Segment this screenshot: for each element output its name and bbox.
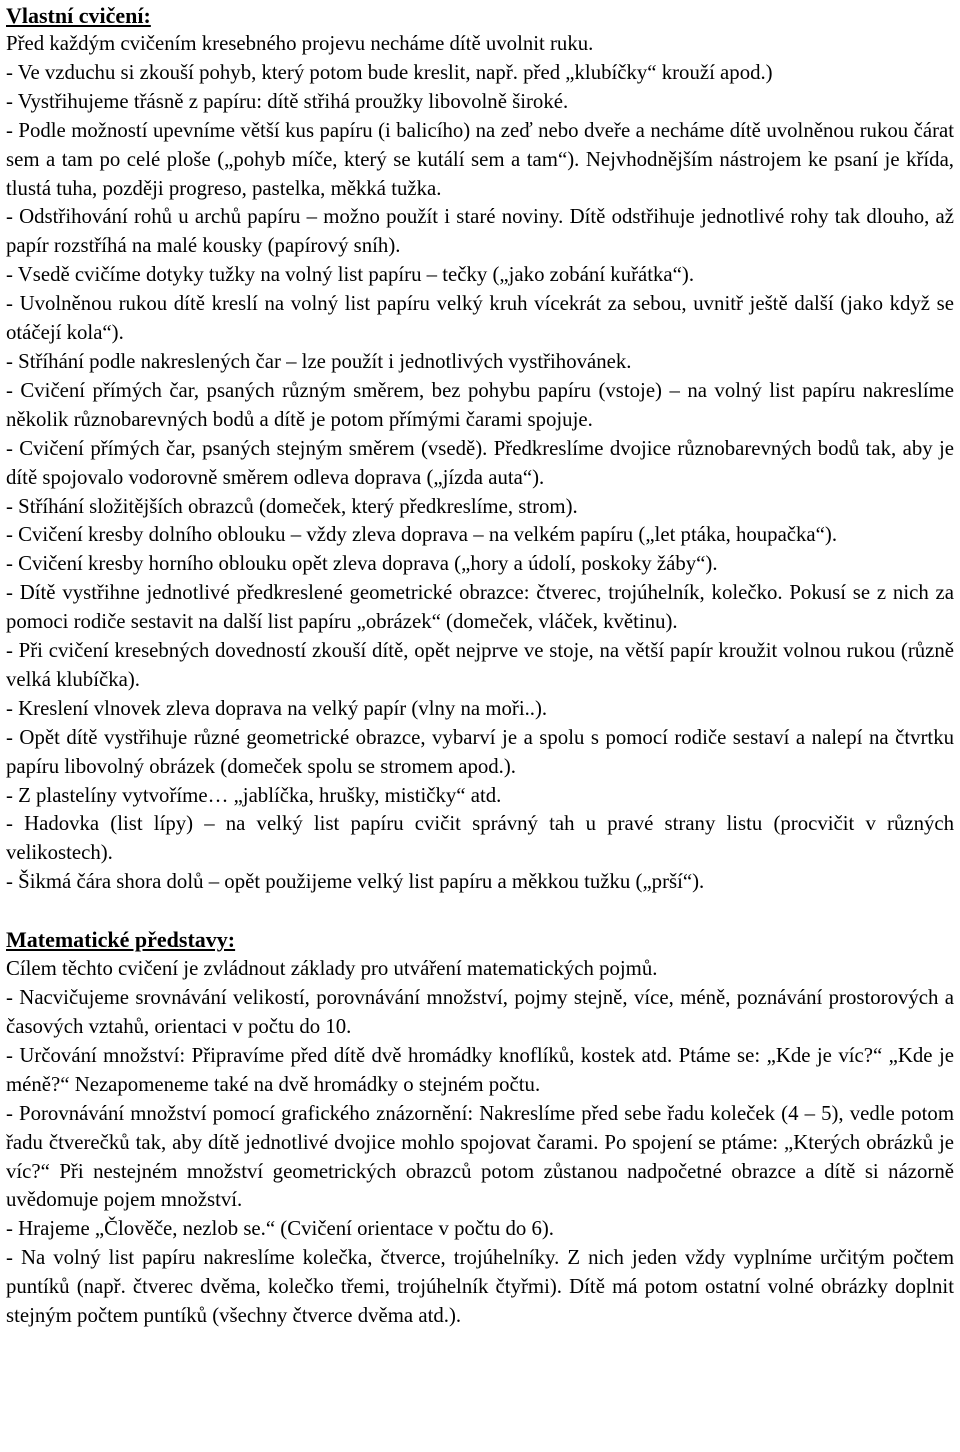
section-body-matematicke-predstavy [6, 955, 954, 1331]
section-heading-matematicke-predstavy: Matematické představy: [6, 927, 236, 953]
list-item: - Cvičení přímých čar, psaných stejným směrem (vsedě). Předkreslíme dvojice různobarevných bodů tak, aby je dítě spojovalo vodorovně směrem odleva doprava („jízda auta“). [6, 436, 954, 489]
list-item: - Určování množství: Připravíme před dítě dvě hromádky knoflíků, kostek atd. Ptáme se: „Kde je víc?“ „Kde je méně?“ Nezapomeneme také na dvě hromádky o stejném počtu. [6, 1043, 954, 1096]
list-item: - Hrajeme „Člověče, nezlob se.“ (Cvičení orientace v počtu do 6). [6, 1217, 554, 1241]
list-item: - Cvičení kresby dolního oblouku – vždy zleva doprava – na velkém papíru („let ptáka, houpačka“). [6, 523, 838, 547]
list-item: - Cvičení přímých čar, psaných různým směrem, bez pohybu papíru (vstoje) – na volný list papíru nakreslíme několik různobarevných bodů a dítě je potom přímými čarami spojuje. [6, 378, 954, 431]
intro-paragraph: Cílem těchto cvičení je zvládnout základy pro utváření matematických pojmů. [6, 957, 658, 981]
list-item: - Hadovka (list lípy) – na velký list papíru cvičit správný tah u pravé strany listu (procvičit v různých velikostech). [6, 812, 954, 865]
list-item: - Stříhání složitějších obrazců (domeček, který předkreslíme, strom). [6, 494, 578, 518]
list-item: - Odstřihování rohů u archů papíru – možno použít i staré noviny. Dítě odstřihuje jednotlivé rohy tak dlouho, až papír rozstříhá na malé kousky (papírový sníh). [6, 205, 954, 258]
list-item: - Na volný list papíru nakreslíme kolečka, čtverce, trojúhelníky. Z nich jeden vždy vyplníme určitým počtem puntíků (např. čtverec dvěma, kolečko třemi, trojúhelník čtyřmi). Dítě má potom ostatní volné obrázky doplnit stejným počtem puntíků (všechny čtverce dvěma atd.). [6, 1246, 954, 1328]
list-item: - Cvičení kresby horního oblouku opět zleva doprava („hory a údolí, poskoky žáby“). [6, 552, 718, 576]
list-item: - Vsedě cvičíme dotyky tužky na volný list papíru – tečky („jako zobání kuřátka“). [6, 263, 695, 287]
list-item: - Ve vzduchu si zkouší pohyb, který potom bude kreslit, např. před „klubíčky“ krouží apod.) [6, 60, 773, 84]
list-item: - Stříhání podle nakreslených čar – lze použít i jednotlivých vystřihovánek. [6, 349, 632, 373]
intro-paragraph: Před každým cvičením kresebného projevu necháme dítě uvolnit ruku. [6, 32, 594, 55]
list-item: - Podle možností upevníme větší kus papíru (i balicího) na zeď nebo dveře a necháme dítě uvolněnou rukou čárat sem a tam po celé ploše („pohyb míče, který se kutálí sem a tam“). Nejvhodnějším nástrojem ke psaní je křída, tlustá tuha, později progreso, pastelka, měkká tužka. [6, 118, 954, 200]
section-body-vlastni-cviceni [6, 30, 954, 897]
list-item: - Porovnávání množství pomocí grafického znázornění: Nakreslíme před sebe řadu koleček (4 – 5), vedle potom řadu čtverečků tak, aby dítě jednotlivé dvojice mohlo spojovat čarami. Po spojení se ptáme: „Kterých obrázků je víc?“ Při nestejném množství geometrických obrazců potom zůstanou nadpočetné obrazce a dítě si názorně uvědomuje pojem množství. [6, 1101, 954, 1212]
list-item: - Nacvičujeme srovnávání velikostí, porovnávání množství, pojmy stejně, více, méně, poznávání prostorových a časových vztahů, orientaci v počtu do 10. [6, 986, 954, 1038]
list-item: - Dítě vystřihne jednotlivé předkreslené geometrické obrazce: čtverec, trojúhelník, kolečko. Pokusí se z nich za pomoci rodiče sestavit na další list papíru „obrázek“ (domeček, vláček, květinu). [6, 581, 954, 634]
section-heading-vlastni-cviceni: Vlastní cvičení: [6, 3, 151, 28]
list-item: - Šikmá čára shora dolů – opět použijeme velký list papíru a měkkou tužku („prší“). [6, 870, 705, 894]
list-item: - Kreslení vlnovek zleva doprava na velký papír (vlny na moři..). [6, 696, 548, 720]
list-item: - Z plastelíny vytvoříme… „jablíčka, hrušky, mističky“ atd. [6, 783, 502, 807]
list-item: - Opět dítě vystřihuje různé geometrické obrazce, vybarví je a spolu s pomocí rodiče sestaví a nalepí na čtvrtku papíru libovolný obrázek (domeček spolu se stromem apod.). [6, 725, 954, 778]
list-item: - Uvolněnou rukou dítě kreslí na volný list papíru velký kruh vícekrát za sebou, uvnitř ještě další (jako když se otáčejí kola“). [6, 292, 954, 345]
list-item: - Vystřihujeme třásně z papíru: dítě střihá proužky libovolně široké. [6, 89, 569, 113]
list-item: - Při cvičení kresebných dovedností zkouší dítě, opět nejprve ve stoje, na větší papír kroužit volnou rukou (různě velká klubíčka). [6, 639, 954, 691]
